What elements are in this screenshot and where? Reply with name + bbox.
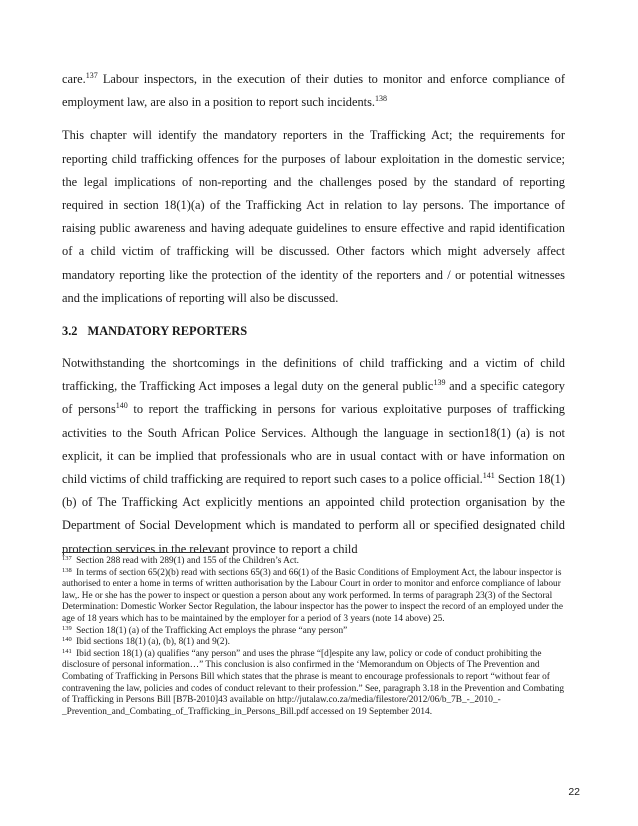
text-run: Labour inspectors, in the execution of their duties to monitor and enforce compliance of employment law, are also in a position to report such incidents.: [62, 72, 565, 110]
body-text: [62, 68, 565, 571]
footnote-ref[interactable]: 137: [85, 71, 98, 80]
paragraph-1: [62, 68, 565, 114]
paragraph-3: [62, 352, 565, 561]
footnote-140: [62, 637, 567, 649]
section-title: MANDATORY REPORTERS: [87, 324, 248, 339]
footnote-text: Ibid section 18(1) (a) qualifies “any person” and uses the phrase “[d]espite any law, policy or code of conduct prohibiting the disclosure of personal information…” This conclusion is also confirmed in the ‘Memorandum on Objects of The Prevention and Combating of Trafficking in Persons Bill which states that the phrase is meant to encourage professionals to report “without fear of contravening the law, policies and codes of conduct relevant to their profession.” See, paragraph 3.18 in the Prevention and Combating of Trafficking in Persons Bill [B7B-2010]43 available on http://jutalaw.co.za/media/filestore/2012/06/b_7B_-_2010_-_Prevention_and_Combating_of_Trafficking_in_Persons_Bill.pdf accessed on 19 September 2014.: [62, 648, 565, 717]
footnote-141: [62, 649, 567, 719]
footnote-138: [62, 568, 567, 626]
text-run: Section 18(1) (b) of The Trafficking Act explicitly mentions an appointed child protection organisation by the Department of Social Development which is mandated to perform all or specified designated child protection services in the relevant province to report a child: [62, 472, 565, 556]
text-run: and a specific category of persons: [62, 379, 565, 417]
footnote-ref[interactable]: 138: [375, 94, 388, 104]
footnote-number: 139: [62, 624, 72, 632]
section-number: 3.2: [62, 324, 78, 339]
text-run: Notwithstanding the shortcomings in the definitions of child trafficking and a victim of child trafficking, the Trafficking Act imposes a legal duty on the general public: [62, 356, 565, 394]
section-heading: [62, 320, 565, 343]
text-run: care.: [62, 72, 86, 86]
footnote-text: Section 288 read with 289(1) and 155 of the Children’s Act.: [73, 556, 299, 566]
footnote-number: 141: [62, 647, 72, 655]
footnote-number: 140: [62, 636, 72, 644]
footnote-number: 137: [62, 555, 72, 562]
footnote-137: [62, 556, 567, 568]
footnote-number: 138: [62, 566, 72, 574]
footnote-ref[interactable]: 140: [115, 401, 128, 411]
paragraph-2: This chapter will identify the mandatory reporters in the Trafficking Act; the requirements for reporting child trafficking offences for the purposes of labour exploitation in the domestic service; the legal implications of non-reporting and the challenges posed by the standard of reporting required in section 18(1)(a) of the Trafficking Act in relation to lay persons. The importance of raising public awareness and having adequate guidelines to ensure effective and rapid identification of a child victim of trafficking will be discussed. Other factors which might adversely affect mandatory reporting like the protection of the identity of the reporters and / or potential witnesses and the implications of reporting will also be discussed.: [62, 128, 565, 305]
footnote-ref[interactable]: 141: [482, 471, 495, 481]
footnote-ref[interactable]: 139: [433, 378, 446, 388]
footnotes: [62, 556, 567, 718]
footnote-separator: [62, 552, 225, 553]
footnote-text: In terms of section 65(2)(b) read with sections 65(3) and 66(1) of the Basic Conditions of Employment Act, the labour inspector is authorised to enter a home in terms of written authorisation by the Labour Court in order to monitor and enforce compliance of labour law,. He or she has the power to inspect or question a person about any work performed. In terms of paragraph 23(3) of the Sectoral Determination: Domestic Worker Sector Regulation, the labour inspector has the power to inspect the record of an employed under the age of 18 years which has to be maintained by the employer for a period of 3 years (note 14 above) 25.: [62, 567, 563, 624]
footnote-text: Ibid sections 18(1) (a), (b), 8(1) and 9(2).: [73, 637, 230, 648]
footnote-139: [62, 626, 567, 638]
text-run: to report the trafficking in persons for various exploitative purposes of trafficking activities to the South African Police Services. Although the language in section18(1) (a) is not explicit, it can be implied that professionals who are in usual contact with or have information on child victims of child trafficking are required to report such cases to a police official.: [62, 402, 565, 487]
page-number: 22: [568, 786, 580, 798]
footnote-text: Section 18(1) (a) of the Trafficking Act employs the phrase “any person”: [73, 625, 348, 636]
